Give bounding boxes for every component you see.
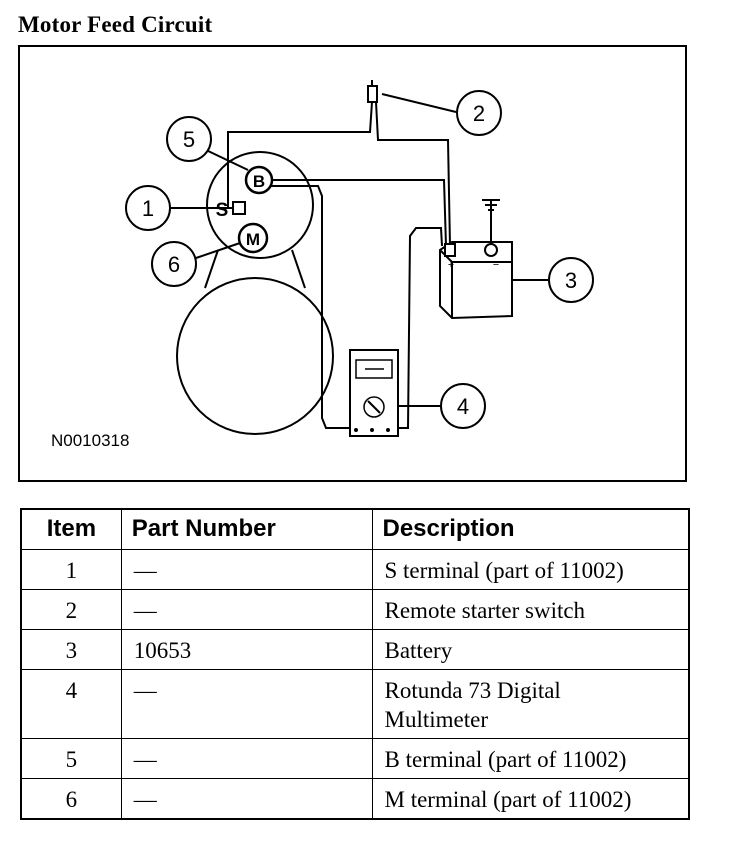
header-item: Item [21, 509, 121, 549]
cell-part-number: — [121, 738, 372, 778]
cell-item: 3 [21, 629, 121, 669]
callout-3 [549, 258, 593, 302]
page-title: Motor Feed Circuit [18, 12, 213, 37]
digital-multimeter [350, 350, 398, 436]
cell-item: 5 [21, 738, 121, 778]
cell-description: Remote starter switch [372, 589, 689, 629]
cell-description: B terminal (part of 11002) [372, 738, 689, 778]
cell-description: S terminal (part of 11002) [372, 549, 689, 589]
meter-to-battery-wire [398, 228, 442, 428]
description-line: Multimeter [384, 706, 488, 732]
callout-1 [126, 186, 170, 230]
cell-part-number: — [121, 589, 372, 629]
solenoid-mount-left [205, 250, 218, 288]
b-terminal [246, 167, 272, 193]
svg-text:6: 6 [167, 252, 181, 277]
callout-2 [457, 91, 501, 135]
svg-text:S: S [215, 200, 229, 221]
table-row [21, 629, 689, 669]
table-row [21, 778, 689, 819]
cell-part-number: — [121, 549, 372, 589]
header-part-number: Part Number [121, 509, 372, 549]
svg-text:5: 5 [182, 127, 196, 152]
table-row [21, 738, 689, 778]
callout-6 [152, 242, 196, 286]
remote-starter-switch [368, 80, 377, 102]
callout-4 [441, 384, 485, 428]
battery-plus-mark: + [447, 259, 455, 271]
table-row [21, 589, 689, 629]
description-line: Rotunda 73 Digital [384, 677, 561, 703]
cell-item: 4 [21, 669, 121, 738]
cell-description [372, 669, 689, 738]
leader-2 [382, 94, 456, 112]
svg-text:1: 1 [141, 196, 155, 221]
svg-text:M: M [245, 230, 261, 249]
cell-part-number: — [121, 778, 372, 819]
m-terminal [239, 224, 267, 252]
cell-part-number: — [121, 669, 372, 738]
cell-part-number: 10653 [121, 629, 372, 669]
cell-item: 2 [21, 589, 121, 629]
header-description: Description [372, 509, 689, 549]
svg-text:B: B [252, 172, 266, 191]
table-row [21, 669, 689, 738]
cell-description: M terminal (part of 11002) [372, 778, 689, 819]
cell-item: 1 [21, 549, 121, 589]
cell-item: 6 [21, 778, 121, 819]
callout-5 [167, 117, 211, 161]
parts-table [20, 508, 690, 820]
svg-text:4: 4 [456, 394, 470, 419]
table-row [21, 549, 689, 589]
svg-text:2: 2 [472, 101, 486, 126]
switch-to-battery-wire [376, 102, 450, 246]
table-header-row [21, 509, 689, 549]
starter-motor [177, 278, 333, 434]
battery-minus-mark: − [492, 259, 500, 271]
figure-id: N0010318 [51, 431, 130, 450]
solenoid-mount-right [292, 250, 305, 288]
cell-description: Battery [372, 629, 689, 669]
svg-text:3: 3 [564, 268, 578, 293]
